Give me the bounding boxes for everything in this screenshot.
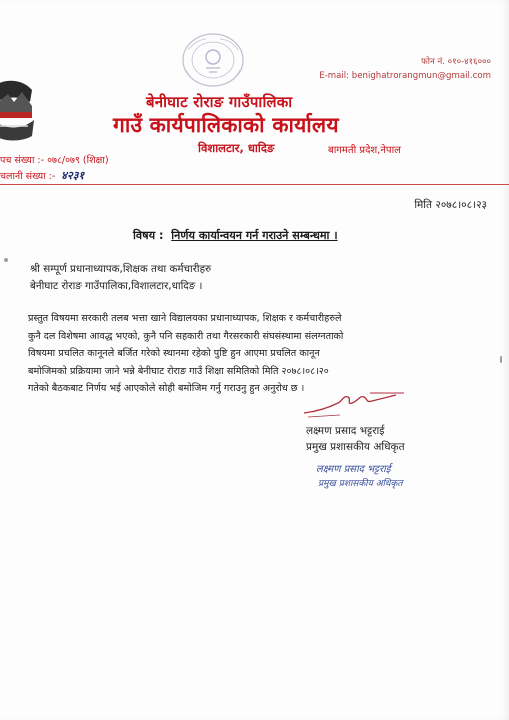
signatory-title: प्रमुख प्रशासकीय अधिकृत	[306, 441, 405, 453]
dispatch-number-row	[0, 168, 84, 183]
signature-mark-icon	[300, 381, 410, 421]
dispatch-number: ४२३१	[61, 169, 85, 182]
nepal-emblem-icon	[0, 76, 38, 144]
paragraph-line: प्रस्तुत विषयमा सरकारी तलब भत्ता खाने विद्यालयका प्रधानाध्यापक, शिक्षक र कर्मचारीहरुले	[28, 313, 342, 324]
scan-dot	[500, 356, 502, 363]
office-type: गाउँ कार्यपालिकाको कार्यालय	[113, 113, 339, 137]
subject-line	[133, 228, 338, 243]
contact-block	[319, 55, 491, 83]
stamp-name: लक्ष्मण प्रसाद भट्टराई	[316, 464, 391, 475]
recipient-line: श्री सम्पूर्ण प्रधानाध्यापक,शिक्षक तथा कर्मचारीहरु	[30, 263, 212, 275]
dispatch-label: चलानी संख्या :-	[0, 171, 56, 182]
recipient-block	[30, 261, 211, 295]
address-province: बागमती प्रदेश,नेपाल	[328, 145, 401, 156]
letter-date: मिति २०७८।०८।२३	[414, 199, 487, 211]
municipality-seal-icon	[176, 30, 250, 92]
header-divider	[0, 184, 509, 185]
subject-text: निर्णय कार्यान्वयन गर्न गराउने सम्बन्धमा ।	[171, 229, 338, 242]
scan-dot	[4, 258, 8, 262]
paragraph-line: कुनै दल विशेषमा आवद्ध भएको, कुनै पनि सहकारी तथा गैरसरकारी संघसंस्थामा संलग्नताको	[28, 330, 344, 342]
recipient-line: बेनीघाट रोराङ गाउँपालिका,विशालटार,धादिङ ।	[30, 280, 203, 292]
subject-label: विषय :	[133, 229, 164, 242]
phone-number: फोन नं. ०१०-४१६०००	[421, 57, 491, 67]
email-address: E-mail: benighatrorangmun@gmail.com	[319, 71, 491, 81]
stamp-title: प्रमुख प्रशासकीय अधिकृत	[318, 479, 403, 489]
office-name: बेनीघाट रोराङ गाउँपालिका	[146, 93, 293, 111]
paragraph-line: गतेको बैठकबाट निर्णय भई आएकोले सोही बमोजिम गर्नु गराउनु हुन अनुरोध छ ।	[28, 383, 305, 395]
paragraph-line: विषयमा प्रचलित कानूनले बर्जित गरेको स्थानमा रहेको पुष्टि हुन आएमा प्रचलित कानून	[28, 348, 320, 360]
signatory-name: लक्ष्मण प्रसाद भट्टराई	[306, 425, 385, 437]
letter-number: पच संख्या :- ०७८/०७९ (शिक्षा)	[0, 155, 109, 166]
body-paragraph	[28, 310, 483, 398]
address-local: विशालटार, धादिङ	[198, 141, 275, 155]
paragraph-line: बमोजिमको प्रक्रियामा जाने भन्ने बेनीघाट रोराङ गाउँ शिक्षा समितिको मिति २०७८।०८।२०	[28, 365, 329, 377]
